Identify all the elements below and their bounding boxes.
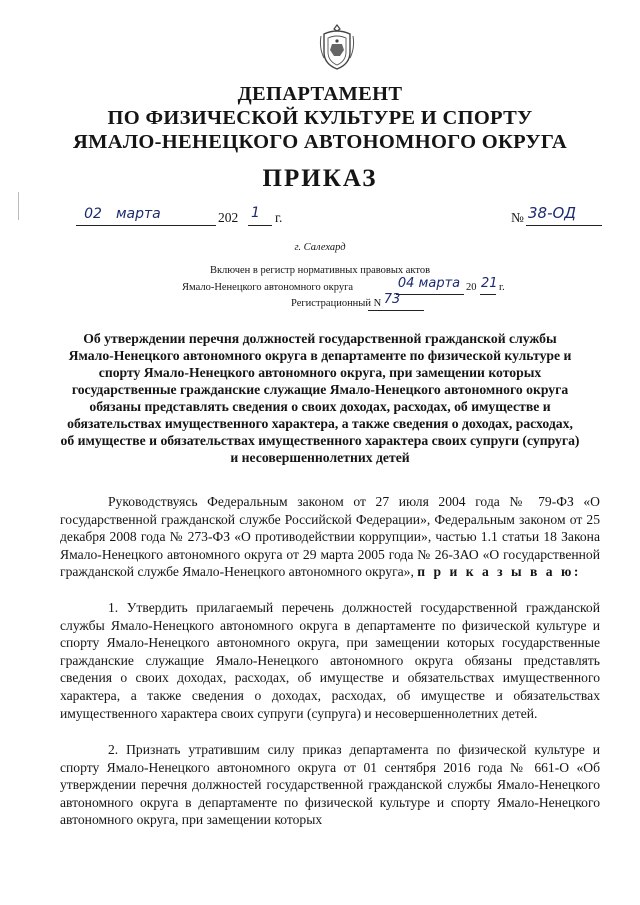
date-day-handwritten: 02	[84, 206, 102, 222]
preamble-text: Руководствуясь Федеральным законом от 27 июля 2004 года № 79-ФЗ «О государственной гражданской службе Российской Федерации», Федеральным законом от 25 декабря 2008 года № 273-ФЗ «О противодействии коррупции», частью 1.1 статьи 18 Закона Ямало-Ненецкого автономного округа от 29 марта 2005 года № 26-ЗАО «О государственной гражданской службе Ямало-Ненецкого автономного округа»,	[60, 494, 600, 580]
order-number-underline	[526, 225, 602, 226]
date-year-prefix: 202	[218, 210, 239, 225]
city: г. Салехард	[294, 242, 346, 253]
date-year-handwritten: 1	[251, 205, 260, 221]
item-1-paragraph	[60, 599, 600, 722]
directive-word: п р и к а з ы в а ю:	[417, 564, 581, 580]
registration-year-prefix: 20	[466, 282, 477, 293]
date-month-handwritten: марта	[116, 206, 161, 222]
registration-number-handwritten: 73	[383, 292, 401, 307]
preamble-paragraph	[60, 493, 600, 581]
order-number-handwritten: 38-ОД	[528, 204, 577, 222]
registration-region: Ямало-Ненецкого автономного округа	[182, 282, 354, 293]
registration-number-underline	[368, 310, 424, 311]
coat-of-arms-icon	[318, 22, 356, 72]
date-year-underline	[248, 225, 272, 226]
order-title: ПРИКАЗ	[262, 165, 378, 192]
registration-year-underline	[480, 294, 496, 295]
date-year-suffix: г.	[275, 210, 283, 225]
document-heading: Об утверждении перечня должностей государственной гражданской службы Ямало-Ненецкого автономного округа в департаменте по физической культуре и спорту Ямало-Ненецкого автономного округа, при замещении которых государственные гражданские служащие Ямало-Ненецкого автономного округа обязаны представлять сведения о своих доходах, расходах, об имуществе и обязательствах имущественного характера, а также сведения о доходах, расходах, об имуществе и обязательствах имущественного характера своих супруги (супруга) и несовершеннолетних детей	[60, 331, 580, 465]
registration-year-suffix: г.	[499, 282, 505, 293]
department-line-2: ПО ФИЗИЧЕСКОЙ КУЛЬТУРЕ И СПОРТУ	[107, 107, 533, 129]
scan-edge-mark	[18, 192, 19, 220]
date-underline	[76, 225, 216, 226]
item-1-text: 1. Утвердить прилагаемый перечень должностей государственной гражданской службы Ямало-Ненецкого автономного округа в департаменте по физической культуре и спорту Ямало-Ненецкого автономного округа, при замещении которых государственные гражданские служащие Ямало-Ненецкого автономного округа обязаны представлять сведения о своих доходах, расходах, об имуществе и обязательствах имущественного характера, а также сведения о доходах, расходах, об имуществе и обязательствах имущественного характера своих супруги (супруга) и несовершеннолетних детей.	[60, 600, 600, 721]
department-line-1: ДЕПАРТАМЕНТ	[237, 83, 403, 105]
registration-number-label: Регистрационный N	[291, 298, 382, 309]
item-2-paragraph	[60, 741, 600, 829]
department-title	[0, 82, 640, 154]
registration-year-handwritten: 21	[481, 276, 498, 291]
department-line-3: ЯМАЛО-НЕНЕЦКОГО АВТОНОМНОГО ОКРУГА	[72, 131, 568, 153]
item-2-text: 2. Признать утратившим силу приказ департамента по физической культуре и спорту Ямало-Ненецкого автономного округа от 01 сентября 2016 года № 661-О «Об утверждении перечня должностей государственной гражданской службы Ямало-Ненецкого автономного округа в департаменте по физической культуре и спорту Ямало-Ненецкого автономного округа, при замещении которых	[60, 742, 600, 828]
registration-line-1: Включен в регистр нормативных правовых актов	[209, 265, 431, 276]
order-number-label: №	[511, 210, 524, 225]
registration-date-handwritten: 04 марта	[397, 276, 461, 291]
